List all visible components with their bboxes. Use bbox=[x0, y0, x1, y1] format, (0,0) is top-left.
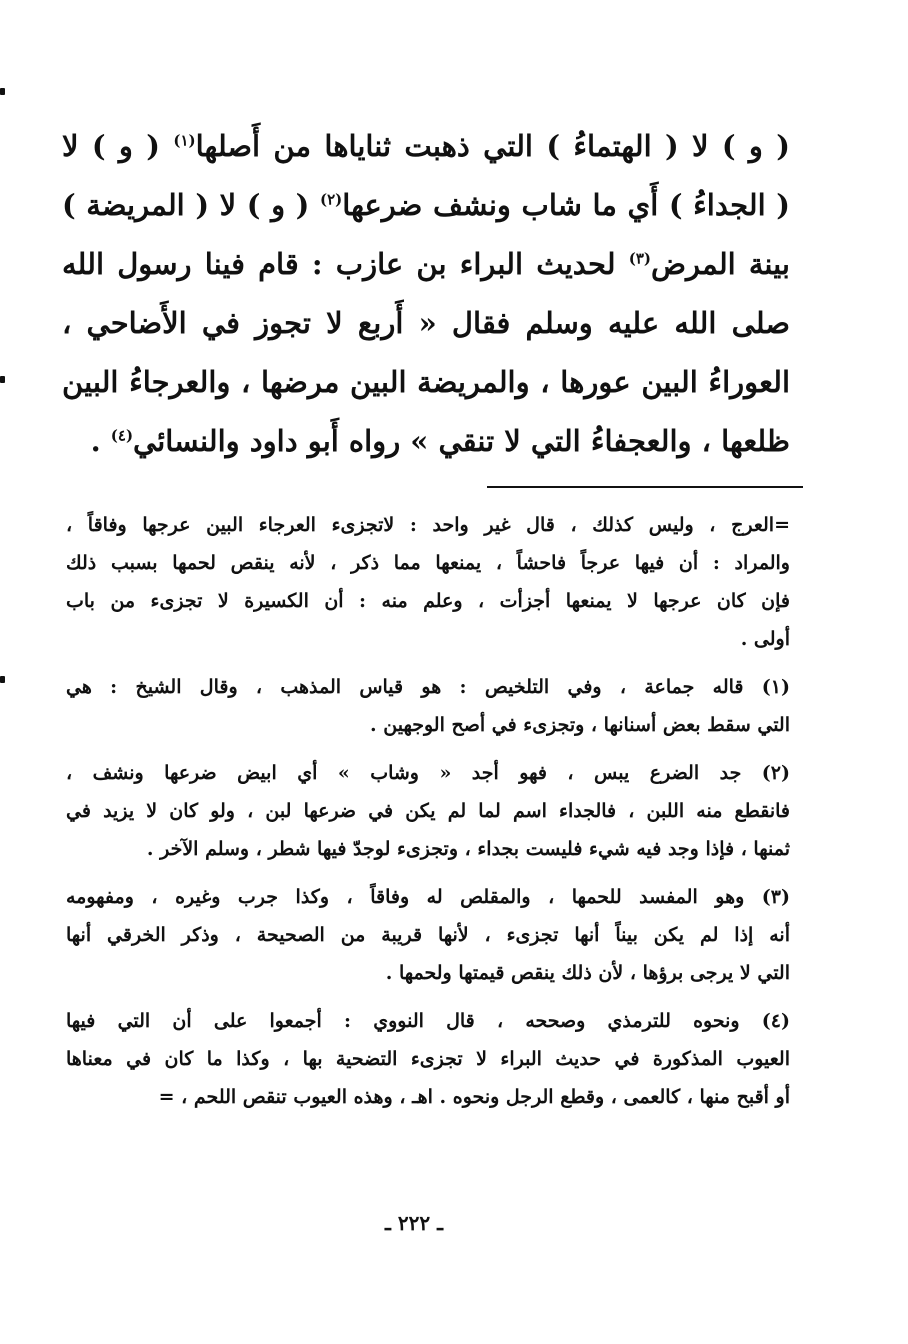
margin-mark bbox=[0, 676, 5, 683]
footnote-line: التي سقط بعض أسنانها ، وتجزىء في أصح الوجهين . bbox=[370, 714, 790, 736]
footnote-divider bbox=[487, 486, 803, 488]
footnote-line: (٢) جد الضرع يبس ، فهو أجد « وشاب » أي ابيض ضرعها ونشف ، bbox=[66, 762, 790, 784]
main-text-line: بينة المرض$^{(٣)}$ لحديث البراء بن عازب : قام فينا رسول الله bbox=[62, 247, 790, 281]
footnote-line: =العرج ، وليس كذلك ، قال غير واحد : لاتجزىء العرجاء البين عرجها وفاقاً ، bbox=[66, 514, 790, 536]
main-text-line: صلى الله عليه وسلم فقال « أَربع لا تجوز في الأَضاحي ، bbox=[62, 306, 790, 340]
footnote-line: (١) قاله جماعة ، وفي التلخيص : هو قياس المذهب ، وقال الشيخ : هي bbox=[66, 676, 790, 698]
footnote-ref: (٣) bbox=[628, 249, 651, 268]
footnote-line: ثمنها ، فإذا وجد فيه شيء فليست بجداء ، وتجزىء لوجدّ فيها شطر ، وسلم الآخر . bbox=[146, 838, 790, 860]
main-text bbox=[62, 117, 790, 471]
footnote-3 bbox=[66, 878, 790, 992]
footnote-ref: (٢) bbox=[319, 190, 343, 209]
footnote-ref: (١) bbox=[173, 131, 196, 150]
main-text-line: ( الجداءُ ) أَي ما شاب ونشف ضرعها$^{(٢)}$ ( و ) لا ( المريضة ) bbox=[62, 188, 790, 222]
footnote-line: فانقطع منه اللبن ، فالجداء اسم لما لم يكن في ضرعها لبن ، ولو كان لا يزيد في bbox=[66, 800, 790, 822]
footnote-line: التي لا يرجى برؤها ، لأن ذلك ينقص قيمتها ولحمها . bbox=[385, 962, 790, 984]
footnote-4 bbox=[66, 1002, 790, 1116]
margin-mark bbox=[0, 88, 5, 95]
footnote-line: (٣) وهو المفسد للحمها ، والمقلص له وفاقاً ، وكذا جرب وغيره ، ومفهومه bbox=[66, 886, 790, 908]
footnote-line: أنه إذا لم يكن بيناً أنها تجزىء ، لأنها قريبة من الصحيحة ، وذكر الخرقي أنها bbox=[66, 924, 790, 946]
footnote-line: (٤) ونحوه للترمذي وصححه ، قال النووي : أجمعوا على أن التي فيها bbox=[66, 1010, 790, 1032]
footnote-ref: (٤) bbox=[110, 426, 134, 445]
margin-mark bbox=[0, 376, 5, 383]
footnote-continuation bbox=[66, 506, 790, 658]
footnote-line: والمراد : أن فيها عرجاً فاحشاً ، يمنعها مما ذكر ، لأنه ينقص لحمها بسبب ذلك bbox=[66, 552, 790, 574]
main-text-line: ( و ) لا ( الهتماءُ ) التي ذهبت ثناياها من أَصلها$^{(١)}$ ( و ) لا bbox=[62, 129, 790, 163]
footnote-line: أولى . bbox=[740, 628, 790, 650]
footnote-2 bbox=[66, 754, 790, 868]
footnotes bbox=[66, 506, 790, 1126]
page-number: ـ ٢٢٢ ـ bbox=[385, 1211, 443, 1235]
footnote-line: العيوب المذكورة في حديث البراء لا تجزىء التضحية بها ، وكذا ما كان في معناها bbox=[66, 1048, 790, 1070]
main-text-line: العوراءُ البين عورها ، والمريضة البين مرضها ، والعرجاءُ البين bbox=[62, 365, 790, 399]
main-text-line: ظلعها ، والعجفاءُ التي لا تنقي » رواه أَبو داود والنسائي$^{(٤)}$ . bbox=[90, 424, 790, 458]
footnote-line: فإن كان عرجها لا يمنعها أجزأت ، وعلم منه : أن الكسيرة لا تجزىء من باب bbox=[66, 590, 790, 612]
footnote-1 bbox=[66, 668, 790, 744]
footnote-line: أو أقبح منها ، كالعمى ، وقطع الرجل ونحوه . اهـ ، وهذه العيوب تنقص اللحم ، = bbox=[158, 1086, 790, 1108]
